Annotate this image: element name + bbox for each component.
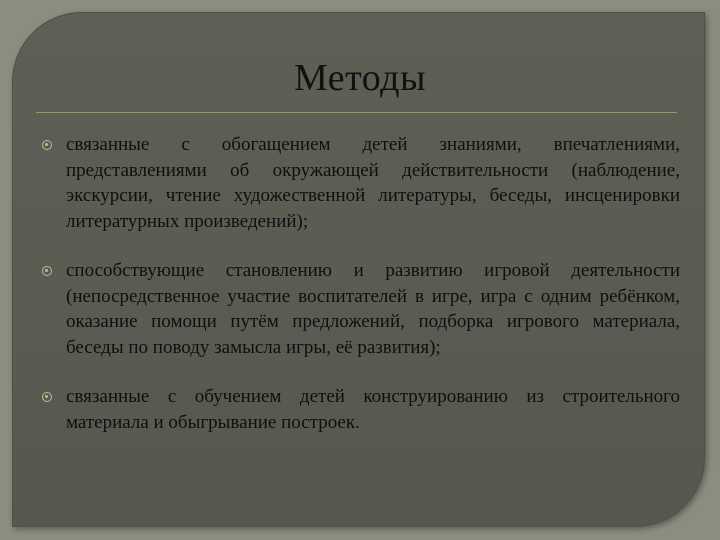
- bullet-text: связанные с обучением детей конструированию из строительного материала и обыгрывание построек.: [66, 386, 680, 433]
- list-item: [40, 384, 680, 435]
- bullet-list: [40, 132, 680, 459]
- slide-title: Методы: [293, 57, 427, 99]
- bullet-text: способствующие становлению и развитию игровой деятельности (непосредственное участие воспитателей в игре, игра с одним ребёнком, оказание помощи путём предложений, подборка игрового материала, беседы по поводу замысла игры, её развития);: [66, 260, 680, 358]
- list-item: [40, 132, 680, 234]
- circle-bullet-icon: [42, 266, 52, 276]
- circle-bullet-icon: [42, 140, 52, 150]
- title-divider: [36, 112, 677, 113]
- circle-bullet-icon: [42, 392, 52, 402]
- bullet-text: связанные с обогащением детей знаниями, впечатлениями, представлениями об окружающей действительности (наблюдение, экскурсии, чтение художественной литературы, беседы, инсценировки литературных произведений);: [66, 134, 680, 232]
- list-item: [40, 258, 680, 360]
